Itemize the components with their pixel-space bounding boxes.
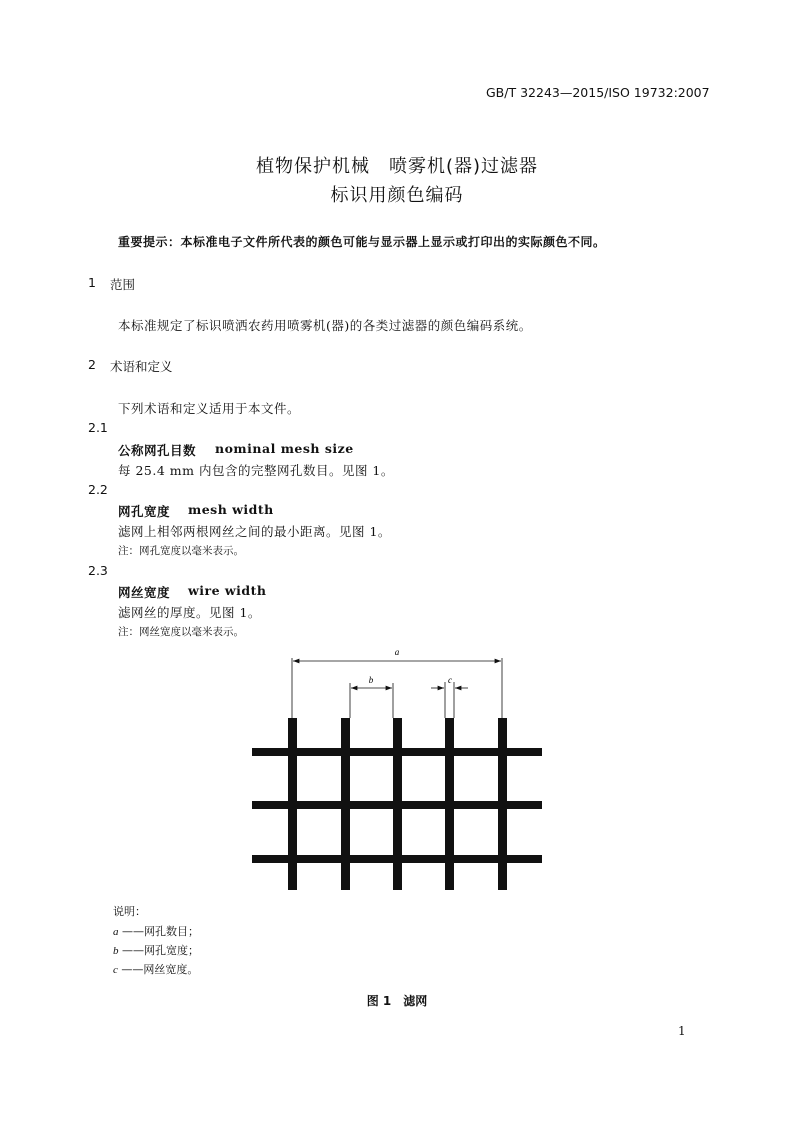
term-2-2-number: 2.2	[88, 482, 108, 497]
section-2-intro: 下列术语和定义适用于本文件。	[118, 401, 301, 416]
term-2-2-definition: 滤网上相邻两根网丝之间的最小距离。见图 1。	[118, 524, 391, 539]
term-2-1-number: 2.1	[88, 420, 108, 435]
dimension-c-label: c	[448, 675, 452, 685]
term-2-3-cn: 网丝宽度	[118, 585, 171, 600]
dimension-b-label: b	[368, 675, 374, 685]
legend-text: ——网丝宽度。	[121, 963, 199, 976]
section-1-text: 本标准规定了标识喷洒农药用喷雾机(器)的各类过滤器的颜色编码系统。	[118, 318, 532, 333]
legend-text: ——网孔数目；	[122, 925, 199, 938]
term-2-3-number: 2.3	[88, 563, 108, 578]
dimension-c	[431, 675, 468, 718]
term-2-2-en: mesh width	[188, 502, 274, 517]
document-title-line1: 植物保护机械 喷雾机(器)过滤器	[255, 156, 539, 177]
figure-caption: 图 1 滤网	[366, 994, 428, 1008]
color-notice: 重要提示：本标准电子文件所代表的颜色可能与显示器上显示或打印出的实际颜色不同。	[118, 235, 606, 249]
section-1-number: 1	[88, 275, 96, 290]
mesh-screen-figure	[240, 640, 550, 896]
term-2-2-note: 注：网孔宽度以毫米表示。	[118, 545, 244, 557]
term-2-3-definition: 滤网丝的厚度。见图 1。	[118, 605, 261, 620]
section-2-heading: 术语和定义	[110, 359, 173, 374]
term-2-1-en: nominal mesh size	[215, 441, 354, 456]
mesh-wire-horizontal	[252, 855, 542, 863]
term-2-1-cn: 公称网孔目数	[118, 443, 197, 458]
section-2-number: 2	[88, 357, 96, 372]
term-2-3-en: wire width	[188, 583, 267, 598]
figure-legend-item-b	[113, 942, 199, 958]
term-2-1-definition: 每 25.4 mm 内包含的完整网孔数目。见图 1。	[118, 463, 394, 478]
figure-legend-title: 说明：	[113, 905, 146, 918]
legend-text: ——网孔宽度；	[122, 944, 199, 957]
legend-key: a	[113, 926, 119, 938]
legend-key: c	[113, 964, 118, 976]
document-title-line2: 标识用颜色编码	[330, 185, 464, 206]
mesh-wire-horizontal	[252, 748, 542, 756]
dimension-a	[292, 647, 502, 718]
standard-code: GB/T 32243—2015/ISO 19732:2007	[486, 85, 710, 100]
figure-legend-item-c	[113, 961, 198, 977]
term-2-2-cn: 网孔宽度	[118, 504, 171, 519]
term-2-3-note: 注：网丝宽度以毫米表示。	[118, 626, 244, 638]
figure-legend-item-a	[113, 923, 199, 939]
section-1-heading: 范围	[110, 277, 136, 292]
dimension-b	[350, 675, 393, 718]
dimension-a-label: a	[394, 647, 400, 657]
legend-key: b	[113, 945, 119, 957]
mesh-wire-horizontal	[252, 801, 542, 809]
page-number: 1	[678, 1024, 686, 1038]
